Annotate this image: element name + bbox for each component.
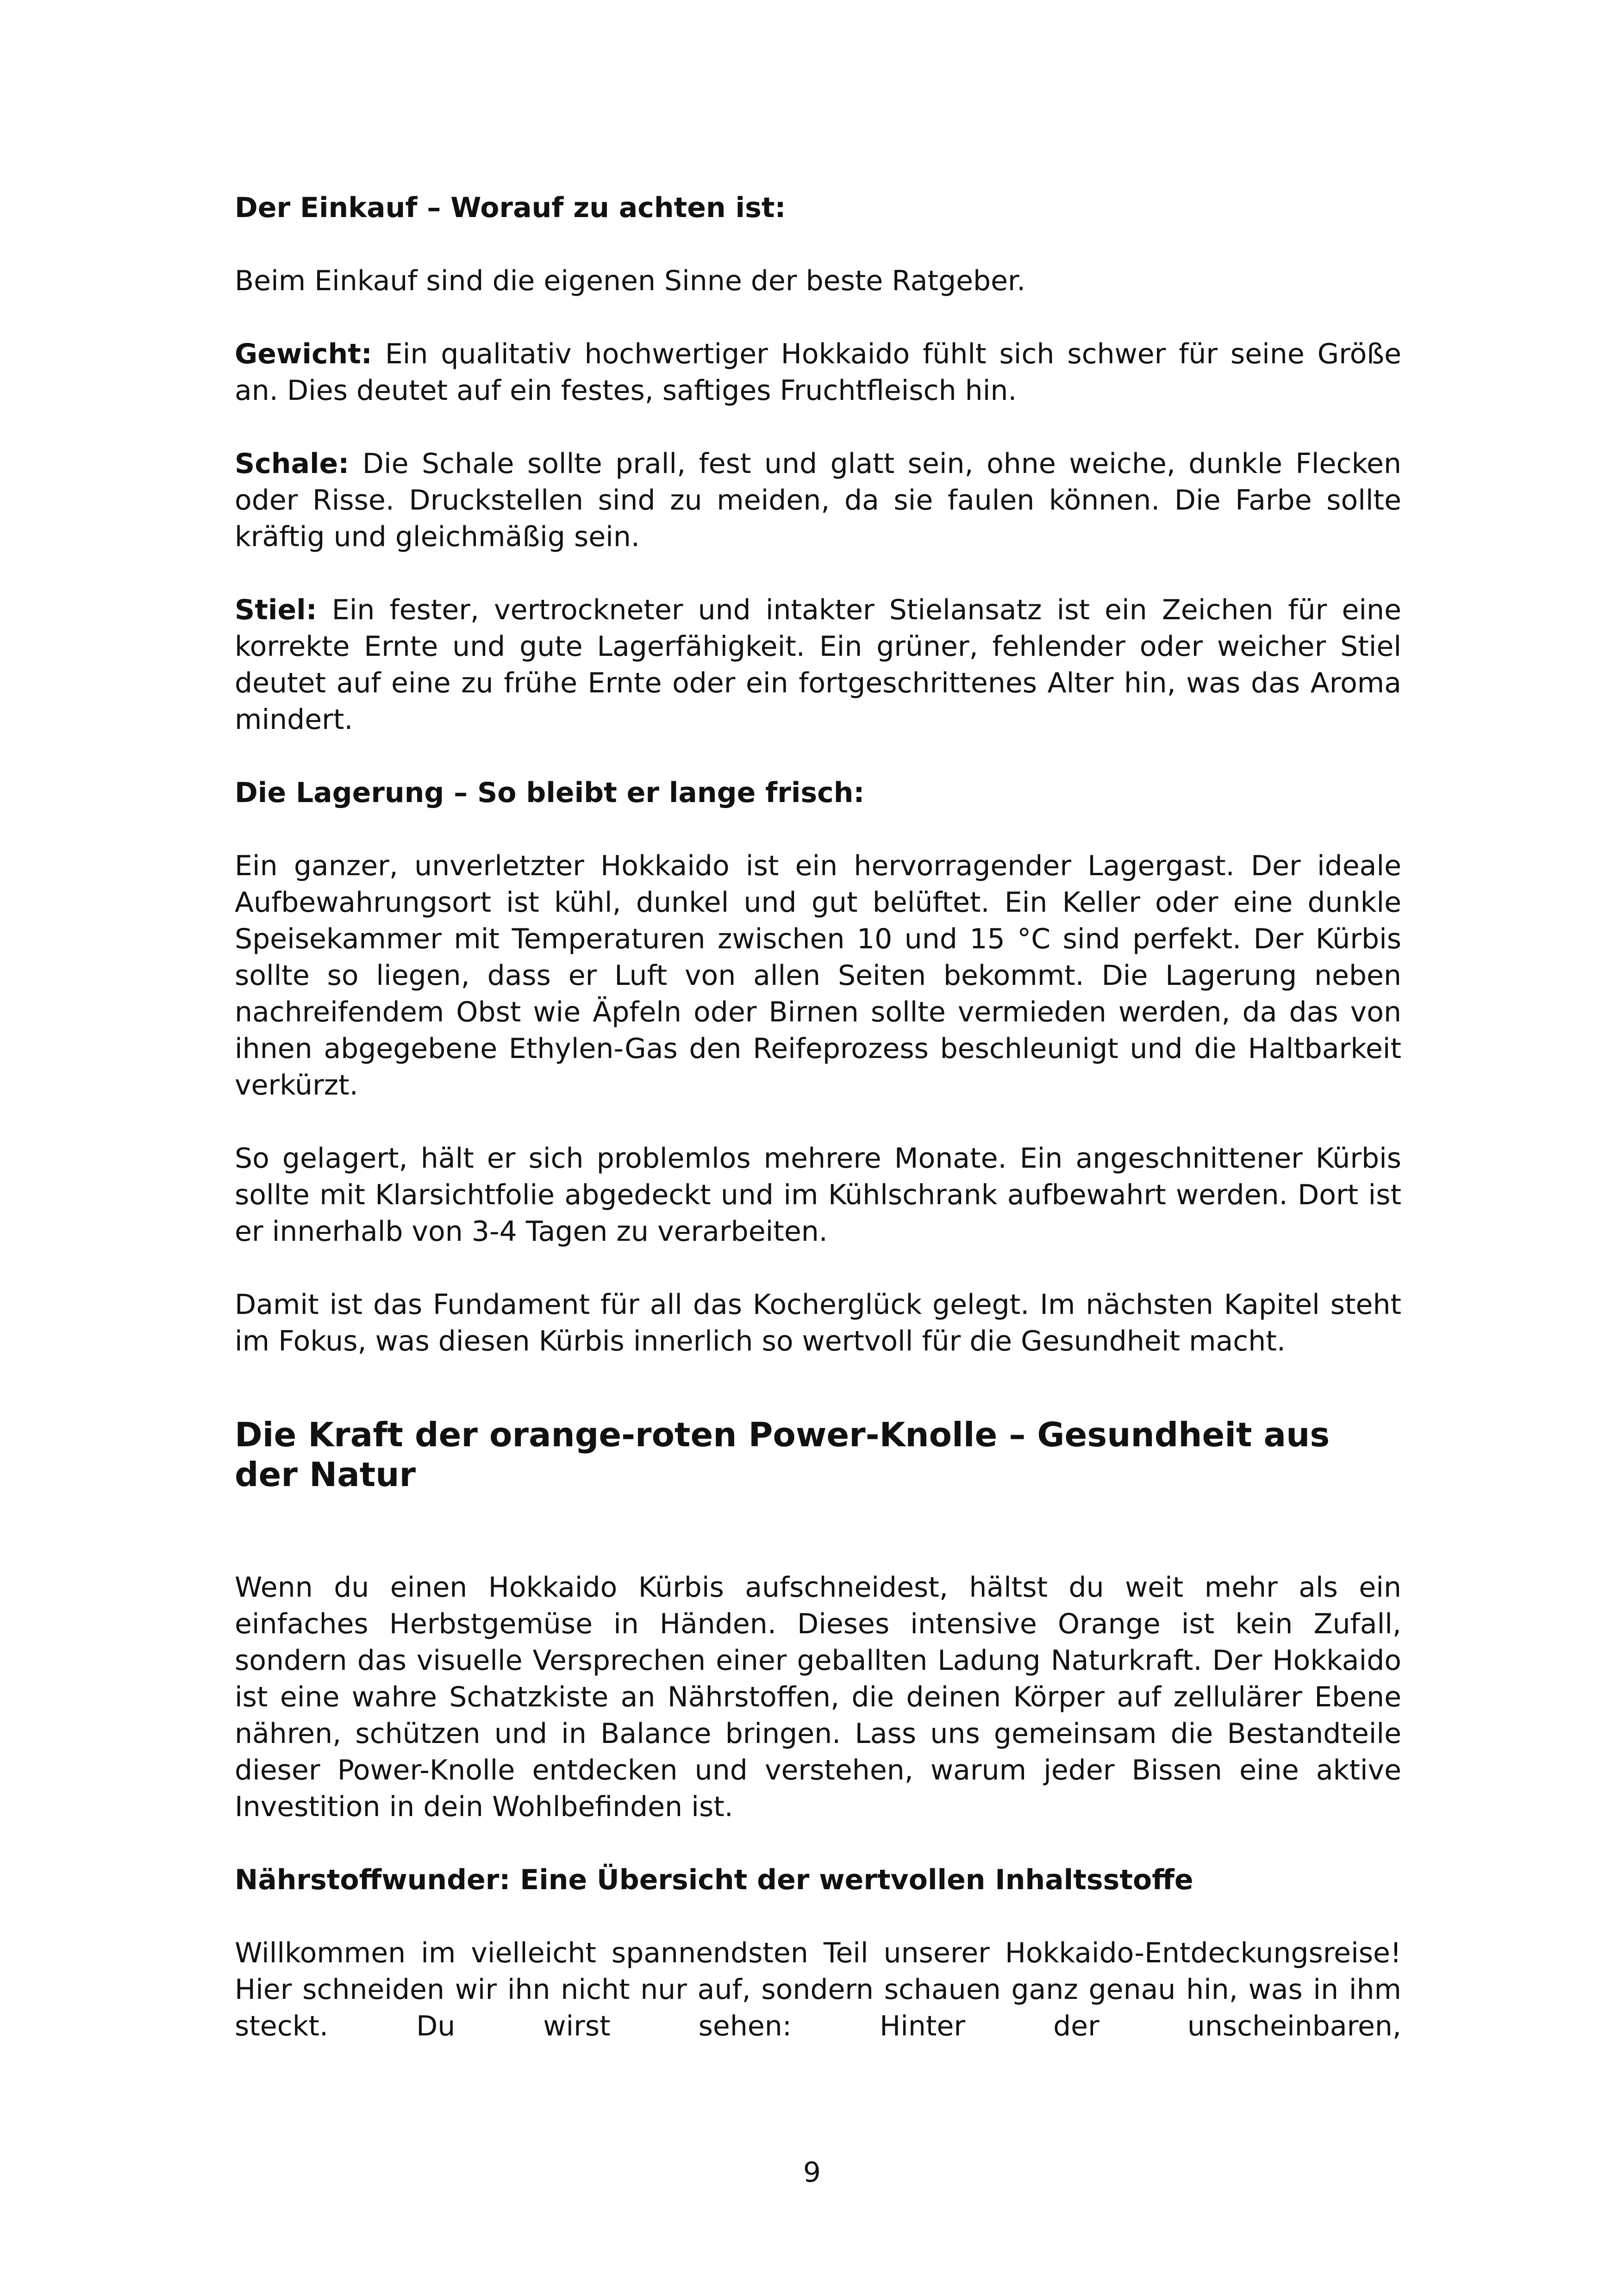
paragraph-stiel	[235, 592, 1401, 738]
page-content	[235, 190, 1401, 2081]
section-heading-einkauf: Der Einkauf – Worauf zu achten ist:	[235, 192, 786, 224]
term-stiel: Stiel:	[235, 594, 317, 626]
term-schale: Schale:	[235, 448, 350, 480]
paragraph-lagerung-3: Damit ist das Fundament für all das Kocherglück gelegt. Im nächsten Kapitel steht im Fokus, was diesen Kürbis innerlich so wertvoll für die Gesundheit macht.	[235, 1288, 1401, 1357]
paragraph-schale	[235, 446, 1401, 555]
section-heading-lagerung: Die Lagerung – So bleibt er lange frisch:	[235, 777, 865, 809]
page-number: 9	[803, 2156, 821, 2189]
text-stiel: Ein fester, vertrockneter und intakter Stielansatz ist ein Zeichen für eine korrekte Ernte und gute Lagerfähigkeit. Ein grüner, fehlender oder weicher Stiel deutet auf eine zu frühe Ernte oder ein fortgeschrittenes Alter hin, was das Aroma mindert.	[235, 594, 1401, 736]
paragraph-naehrstoffe-1: Willkommen im vielleicht spannendsten Teil unserer Hokkaido-Entdeckungsreise! Hier schneiden wir ihn nicht nur auf, sondern schauen ganz genau hin, was in ihm steckt. Du wirst sehen: Hinter der unscheinbaren,	[235, 1937, 1401, 2042]
text-schale: Die Schale sollte prall, fest und glatt sein, ohne weiche, dunkle Flecken oder Risse. Druckstellen sind zu meiden, da sie faulen können. Die Farbe sollte kräftig und gleichmäßig sein.	[235, 448, 1401, 553]
term-gewicht: Gewicht:	[235, 338, 372, 370]
chapter-title: Die Kraft der orange-roten Power-Knolle – Gesundheit aus der Natur	[235, 1415, 1330, 1494]
paragraph-chapter-intro: Wenn du einen Hokkaido Kürbis aufschneidest, hältst du weit mehr als ein einfaches Herbstgemüse in Händen. Dieses intensive Orange ist kein Zufall, sondern das visuelle Versprechen einer geballten Ladung Naturkraft. Der Hokkaido ist eine wahre Schatzkiste an Nährstoffen, die deinen Körper auf zellulärer Ebene nähren, schützen und in Balance bringen. Lass uns gemeinsam die Bestandteile dieser Power-Knolle entdecken und verstehen, warum jeder Bissen eine aktive Investition in dein Wohlbefinden ist.	[235, 1571, 1401, 1823]
section-heading-naehrstoffe: Nährstoffwunder: Eine Übersicht der wertvollen Inhaltsstoffe	[235, 1864, 1193, 1896]
paragraph-lagerung-2: So gelagert, hält er sich problemlos mehrere Monate. Ein angeschnittener Kürbis sollte mit Klarsichtfolie abgedeckt und im Kühlschrank aufbewahrt werden. Dort ist er innerhalb von 3-4 Tagen zu verarbeiten.	[235, 1142, 1401, 1248]
paragraph-einkauf-intro: Beim Einkauf sind die eigenen Sinne der beste Ratgeber.	[235, 265, 1026, 297]
paragraph-lagerung-1: Ein ganzer, unverletzter Hokkaido ist ein hervorragender Lagergast. Der ideale Aufbewahrungsort ist kühl, dunkel und gut belüftet. Ein Keller oder eine dunkle Speisekammer mit Temperaturen zwischen 10 und 15 °C sind perfekt. Der Kürbis sollte so liegen, dass er Luft von allen Seiten bekommt. Die Lagerung neben nachreifendem Obst wie Äpfeln oder Birnen sollte vermieden werden, da das von ihnen abgegebene Ethylen-Gas den Reifeprozess beschleunigt und die Haltbarkeit verkürzt.	[235, 850, 1401, 1101]
text-gewicht: Ein qualitativ hochwertiger Hokkaido fühlt sich schwer für seine Größe an. Dies deutet auf ein festes, saftiges Fruchtfleisch hin.	[235, 338, 1401, 407]
paragraph-gewicht	[235, 336, 1401, 409]
